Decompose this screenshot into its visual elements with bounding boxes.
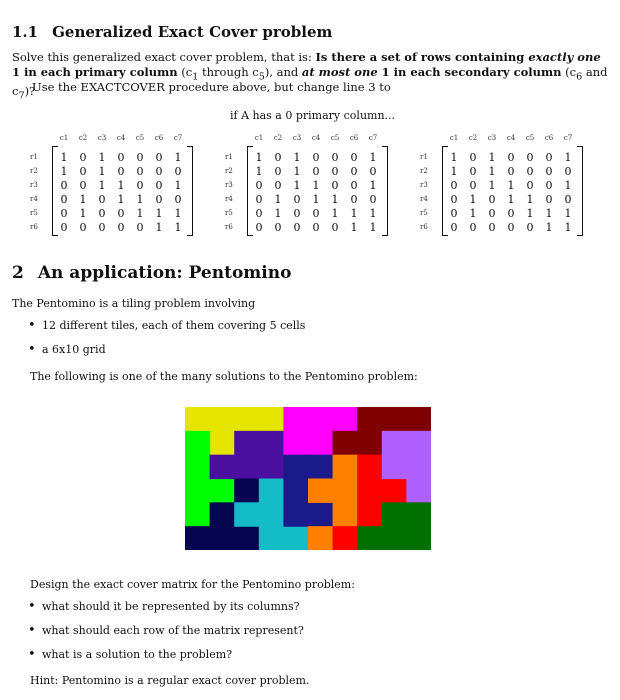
row-header: r4: [30, 195, 38, 203]
matrix-cell: 0: [450, 179, 458, 192]
piece-cell: [259, 502, 284, 526]
solution-line: The following is one of the many solutions to the Pentomino problem:: [30, 370, 418, 383]
matrix-cell: 1: [545, 221, 553, 234]
piece-cell: [185, 407, 210, 431]
matrix-cell: 0: [274, 221, 282, 234]
section-number: 2: [12, 263, 24, 283]
intro-sub-6: 6: [576, 71, 583, 83]
matrix-cell: 1: [293, 151, 301, 164]
matrix-cell: 0: [98, 207, 106, 220]
matrix-cell: 0: [545, 179, 553, 192]
matrix-cell: 0: [60, 221, 68, 234]
matrix-cell: 0: [507, 165, 515, 178]
column-header: c1: [254, 134, 264, 142]
matrix-cell: 1: [564, 179, 572, 192]
matrix-cell: 0: [174, 193, 182, 206]
matrix-cell: 0: [155, 165, 163, 178]
matrix-cell: 1: [136, 207, 144, 220]
row-header: r5: [30, 209, 38, 217]
matrix-cell: 0: [312, 151, 320, 164]
pentomino-board: [185, 407, 431, 550]
matrix-cell: 0: [98, 193, 106, 206]
use-procedure-line: Use the EXACTCOVER procedure above, but change line 3 to: [32, 80, 391, 94]
row-header: r6: [420, 223, 428, 231]
piece-cell: [283, 502, 308, 526]
piece-cell: [234, 502, 259, 526]
matrix-cell: 0: [60, 207, 68, 220]
matrix-cell: 0: [117, 151, 125, 164]
matrix-cell: 0: [60, 179, 68, 192]
matrix-bracket-right: [577, 146, 583, 236]
row-header: r2: [225, 167, 233, 175]
matrix-cell: 0: [488, 193, 496, 206]
matrix-cell: 0: [274, 165, 282, 178]
matrix-cell: 1: [79, 193, 87, 206]
matrix-cell: 0: [507, 151, 515, 164]
matrix-cell: 1: [155, 221, 163, 234]
problem-statement: [12, 50, 612, 104]
matrix-cell: 0: [274, 151, 282, 164]
matrix-cell: 1: [526, 193, 534, 206]
matrix-cell: 0: [526, 165, 534, 178]
piece-cell: [283, 455, 308, 479]
row-header: r2: [420, 167, 428, 175]
section-1-1-title: [12, 23, 332, 41]
piece-cell: [406, 526, 431, 550]
piece-cell: [210, 407, 235, 431]
intro-text-p: )?: [24, 84, 36, 99]
hint-line: Hint: Pentomino is a regular exact cover problem.: [30, 674, 310, 687]
list-item: • what is a solution to the problem?: [26, 648, 304, 672]
matrix-cell: 1: [98, 165, 106, 178]
matrix-cell: 0: [526, 151, 534, 164]
piece-cell: [357, 502, 382, 526]
matrix-cell: 0: [255, 207, 263, 220]
piece-cell: [259, 407, 284, 431]
matrix-cell: 0: [60, 193, 68, 206]
piece-cell: [283, 431, 308, 455]
piece-cell: [308, 502, 333, 526]
matrix-cell: 1: [350, 207, 358, 220]
piece-cell: [333, 479, 358, 503]
piece-cell: [357, 431, 382, 455]
piece-cell: [259, 455, 284, 479]
piece-cell: [185, 526, 210, 550]
section-2-title: [12, 263, 291, 283]
matrix-cell: 1: [155, 207, 163, 220]
matrix-cell: 0: [331, 221, 339, 234]
intro-text-a: Solve this generalized exact cover problem, that is:: [12, 50, 316, 64]
matrix-cell: 0: [564, 165, 572, 178]
piece-cell: [382, 431, 407, 455]
matrix-cell: 0: [293, 193, 301, 206]
matrix-cell: 1: [350, 221, 358, 234]
column-header: c2: [468, 134, 478, 142]
matrix-cell: 1: [369, 179, 377, 192]
piece-cell: [283, 479, 308, 503]
intro-text-j: at most one: [301, 65, 378, 79]
matrix-cell: 1: [274, 207, 282, 220]
intro-sub-1: 1: [192, 71, 199, 83]
matrix-cell: 1: [312, 193, 320, 206]
matrix-cell: 0: [79, 165, 87, 178]
matrix-cell: 1: [60, 165, 68, 178]
row-header: r5: [225, 209, 233, 217]
matrix-cell: 1: [117, 179, 125, 192]
piece-cell: [185, 479, 210, 503]
matrix-cell: 0: [350, 165, 358, 178]
matrix-cell: 1: [488, 151, 496, 164]
matrix-cell: 1: [174, 151, 182, 164]
piece-cell: [234, 479, 259, 503]
column-header: c5: [135, 134, 145, 142]
column-header: c2: [273, 134, 283, 142]
column-header: c4: [506, 134, 516, 142]
intro-text-g: through c: [198, 65, 259, 79]
matrix-cell: 0: [526, 179, 534, 192]
row-header: r1: [225, 153, 233, 161]
matrix-cell: 0: [117, 165, 125, 178]
design-line: Design the exact cover matrix for the Pentomino problem:: [30, 578, 355, 591]
row-header: r3: [30, 181, 38, 189]
matrix-cell: 0: [350, 193, 358, 206]
matrix-cell: 1: [98, 151, 106, 164]
list-item: • 12 different tiles, each of them covering 5 cells: [26, 319, 305, 343]
piece-cell: [185, 455, 210, 479]
column-header: c7: [368, 134, 378, 142]
matrix-bracket-left: [442, 146, 448, 236]
piece-cell: [259, 526, 284, 550]
column-header: c3: [292, 134, 302, 142]
intro-text-l: (c: [561, 65, 577, 79]
matrix-cell: 1: [564, 207, 572, 220]
piece-cell: [234, 526, 259, 550]
intro-text-b: Is there a set of rows containing: [315, 50, 529, 64]
piece-cell: [210, 526, 235, 550]
piece-cell: [210, 431, 235, 455]
matrix-cell: 1: [488, 179, 496, 192]
column-header: c5: [525, 134, 535, 142]
row-header: r4: [420, 195, 428, 203]
piece-cell: [185, 431, 210, 455]
row-header: r3: [420, 181, 428, 189]
list-item: • what should each row of the matrix represent?: [26, 624, 304, 648]
row-header: r5: [420, 209, 428, 217]
column-header: c1: [59, 134, 69, 142]
piece-cell: [406, 455, 431, 479]
piece-cell: [406, 502, 431, 526]
row-header: r4: [225, 195, 233, 203]
piece-cell: [259, 479, 284, 503]
column-header: c3: [97, 134, 107, 142]
matrix-cell: 0: [79, 179, 87, 192]
matrix-cell: 1: [293, 179, 301, 192]
matrix-bracket-left: [52, 146, 58, 236]
matrix-caption: if A has a 0 primary column...: [230, 109, 396, 122]
column-header: c5: [330, 134, 340, 142]
matrix-cell: 1: [469, 207, 477, 220]
piece-cell: [382, 479, 407, 503]
column-header: c6: [544, 134, 554, 142]
piece-cell: [210, 455, 235, 479]
matrix-cell: 0: [450, 221, 458, 234]
intro-text-e: (c: [177, 65, 193, 79]
matrix-cell: 1: [526, 207, 534, 220]
matrix-cell: 1: [274, 193, 282, 206]
matrix-cell: 0: [450, 207, 458, 220]
piece-cell: [210, 502, 235, 526]
matrix-cell: 0: [136, 179, 144, 192]
matrix-cell: 0: [274, 179, 282, 192]
piece-cell: [283, 407, 308, 431]
piece-cell: [357, 479, 382, 503]
piece-cell: [333, 526, 358, 550]
matrix-cell: 0: [255, 221, 263, 234]
piece-cell: [308, 479, 333, 503]
intro-text-c: exactly one: [528, 50, 601, 64]
matrix-cell: 0: [564, 193, 572, 206]
matrix-cell: 0: [350, 151, 358, 164]
matrix-bracket-right: [187, 146, 193, 236]
matrix-cell: 1: [564, 221, 572, 234]
piece-cell: [333, 407, 358, 431]
matrix-cell: 0: [450, 193, 458, 206]
piece-cell: [382, 526, 407, 550]
matrix-cell: 0: [155, 193, 163, 206]
matrix-cell: 0: [79, 221, 87, 234]
pentomino-intro: The Pentomino is a tiling problem involving: [12, 297, 256, 310]
piece-cell: [283, 526, 308, 550]
column-header: c7: [563, 134, 573, 142]
matrix-cell: 1: [450, 151, 458, 164]
matrix-cell: 0: [331, 165, 339, 178]
matrix-cell: 0: [545, 193, 553, 206]
matrix-cell: 0: [136, 165, 144, 178]
column-header: c6: [154, 134, 164, 142]
matrix-cell: 0: [507, 207, 515, 220]
intro-sub-5: 5: [258, 71, 265, 83]
column-header: c6: [349, 134, 359, 142]
matrix-cell: 0: [293, 207, 301, 220]
piece-cell: [333, 502, 358, 526]
matrix-cell: 1: [369, 221, 377, 234]
matrix-cell: 0: [545, 151, 553, 164]
matrix-cell: 0: [331, 179, 339, 192]
piece-cell: [308, 407, 333, 431]
matrix-cell: 1: [369, 151, 377, 164]
matrix-bracket-left: [247, 146, 253, 236]
matrix-cell: 1: [450, 165, 458, 178]
matrix-cell: 0: [79, 151, 87, 164]
intro-sub-7: 7: [18, 90, 25, 102]
matrix-cell: 0: [469, 165, 477, 178]
piece-cell: [308, 455, 333, 479]
matrix-cell: 0: [350, 179, 358, 192]
intro-text-d: 1 in each primary column: [12, 65, 178, 79]
pentomino-svg: [185, 407, 431, 550]
piece-cell: [406, 431, 431, 455]
matrix-cell: 1: [331, 207, 339, 220]
piece-cell: [382, 502, 407, 526]
piece-cell: [333, 431, 358, 455]
piece-cell: [308, 431, 333, 455]
column-header: c1: [449, 134, 459, 142]
matrix-cell: 0: [545, 165, 553, 178]
matrix-cell: 1: [60, 151, 68, 164]
matrix-cell: 0: [369, 193, 377, 206]
matrix-cell: 0: [117, 207, 125, 220]
matrix-cell: 0: [488, 221, 496, 234]
piece-cell: [234, 407, 259, 431]
matrix-bracket-right: [382, 146, 388, 236]
list-item: • what should it be represented by its columns?: [26, 600, 304, 624]
matrix-cell: 1: [507, 179, 515, 192]
matrix-cell: 1: [255, 165, 263, 178]
column-header: c2: [78, 134, 88, 142]
matrix-cell: 0: [469, 179, 477, 192]
matrix-cell: 1: [545, 207, 553, 220]
matrix-cell: 0: [312, 207, 320, 220]
piece-cell: [406, 407, 431, 431]
section-number: 1.1: [12, 23, 39, 41]
section-title-text: Generalized Exact Cover problem: [52, 23, 333, 41]
piece-cell: [406, 479, 431, 503]
piece-cell: [333, 455, 358, 479]
piece-cell: [185, 502, 210, 526]
questions-list: [26, 600, 304, 672]
column-header: c7: [173, 134, 183, 142]
matrix-cell: 0: [255, 179, 263, 192]
row-header: r2: [30, 167, 38, 175]
matrix-cell: 0: [136, 151, 144, 164]
matrix-cell: 0: [488, 207, 496, 220]
intro-text-i: ), and: [264, 65, 302, 79]
row-header: r3: [225, 181, 233, 189]
matrix-cell: 0: [331, 151, 339, 164]
matrix-cell: 0: [526, 221, 534, 234]
row-header: r6: [30, 223, 38, 231]
matrix-cell: 0: [507, 221, 515, 234]
matrix-cell: 1: [136, 193, 144, 206]
matrix-cell: 0: [469, 221, 477, 234]
piece-cell: [308, 526, 333, 550]
intro-text-n: and c: [12, 65, 608, 99]
column-header: c3: [487, 134, 497, 142]
matrix-cell: 1: [564, 151, 572, 164]
matrix-cell: 1: [255, 151, 263, 164]
matrix-cell: 1: [369, 207, 377, 220]
matrix-cell: 1: [469, 193, 477, 206]
pentomino-facts-list: [26, 319, 305, 367]
intro-text-k: 1 in each secondary column: [377, 65, 562, 79]
matrix-cell: 0: [98, 221, 106, 234]
matrix-cell: 0: [155, 179, 163, 192]
matrix-cell: 1: [507, 193, 515, 206]
section-title-text: An application: Pentomino: [37, 263, 292, 283]
row-header: r1: [30, 153, 38, 161]
matrix-cell: 1: [117, 193, 125, 206]
piece-cell: [357, 526, 382, 550]
piece-cell: [382, 455, 407, 479]
matrix-cell: 0: [174, 165, 182, 178]
matrix-cell: 1: [98, 179, 106, 192]
piece-cell: [234, 455, 259, 479]
list-item: • a 6x10 grid: [26, 343, 305, 367]
piece-cell: [210, 479, 235, 503]
matrix-cell: 0: [293, 221, 301, 234]
matrix-cell: 0: [117, 221, 125, 234]
row-header: r6: [225, 223, 233, 231]
matrix-cell: 1: [174, 179, 182, 192]
matrix-cell: 0: [469, 151, 477, 164]
matrix-cell: 1: [488, 165, 496, 178]
piece-cell: [357, 407, 382, 431]
matrix-cell: 0: [155, 151, 163, 164]
matrix-cell: 0: [255, 193, 263, 206]
matrix-cell: 0: [312, 221, 320, 234]
row-header: r1: [420, 153, 428, 161]
piece-cell: [234, 431, 259, 455]
column-header: c4: [311, 134, 321, 142]
piece-cell: [382, 407, 407, 431]
matrix-cell: 1: [174, 221, 182, 234]
matrix-cell: 0: [136, 221, 144, 234]
piece-cell: [259, 431, 284, 455]
matrix-cell: 1: [331, 193, 339, 206]
matrix-cell: 0: [369, 165, 377, 178]
matrix-cell: 1: [79, 207, 87, 220]
matrix-cell: 1: [312, 179, 320, 192]
matrix-cell: 0: [312, 165, 320, 178]
column-header: c4: [116, 134, 126, 142]
matrix-cell: 1: [174, 207, 182, 220]
piece-cell: [357, 455, 382, 479]
matrix-cell: 1: [293, 165, 301, 178]
